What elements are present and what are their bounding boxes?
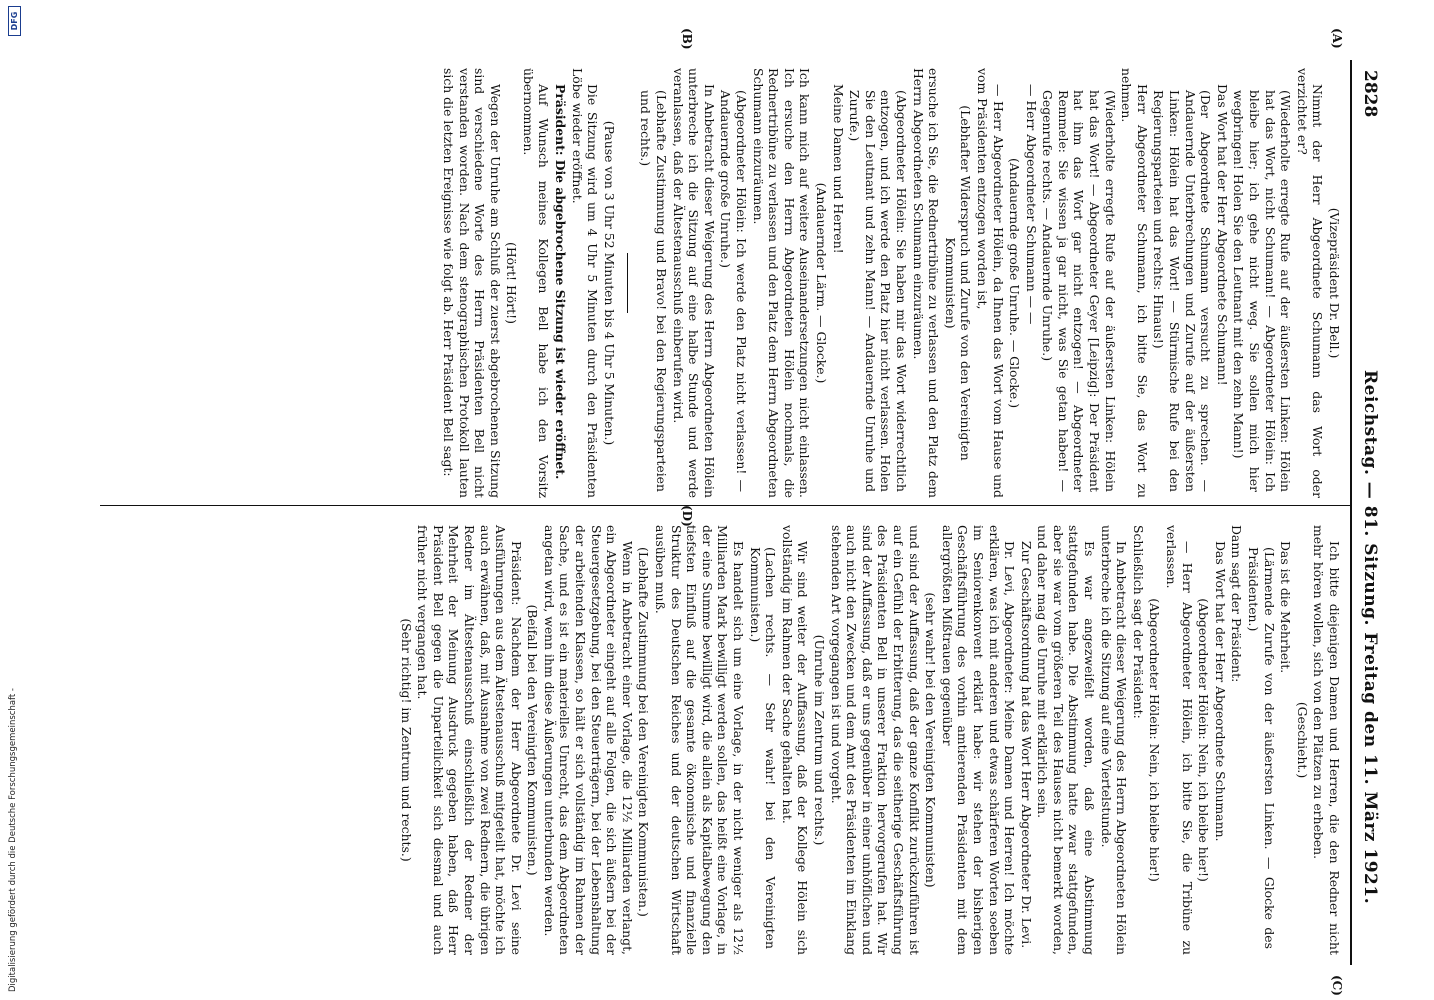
right-column xyxy=(397,525,1342,955)
paragraph: Das ist die Mehrheit. xyxy=(1278,541,1294,674)
interjection: (Lebhafter Widerspruch und Zurufe von den Vereinigten Kommunisten) xyxy=(942,105,974,461)
interjection: (Lebhafte Zustimmung bei den Vereinigten Kommunisten.) xyxy=(636,547,652,917)
margin-marker-d: (D) xyxy=(680,505,694,527)
paragraph: Auf Wunsch meines Kollegen Bell habe ich den Vorsitz übernommen. xyxy=(520,68,552,498)
paragraph: In Anbetracht dieser Weigerung des Herrn Abgeordneten Hölein unterbreche ich die Sitzung auf eine halbe Stunde und werde veranlassen, daß der Ältestenausschuß einberufen wird. xyxy=(670,68,717,498)
paragraph: Es war angezweifelt worden, daß eine Abstimmung stattgefunden habe. Die Abstimmung hatte zwar stattgefunden, aber sie war vom größeren Teil des Hauses nicht bemerkt worden, und daher mag die Unruhe mit erklärlich sein. xyxy=(1035,525,1098,955)
interjection: (Lebhafte Zustimmung und Bravo! bei den Regierungsparteien und rechts.) xyxy=(638,90,670,492)
interjection: (Lachen rechts. — Sehr wahr! bei den Vereinigten Kommunisten.) xyxy=(747,547,779,949)
interjection: (sehr wahr! bei den Vereinigten Kommunisten) xyxy=(923,592,939,888)
paragraph: ersuche ich Sie, die Rednertribüne zu verlassen und den Platz dem Herrn Abgeordneten Schumann einzuräumen. xyxy=(910,68,942,498)
pause-note: (Pause von 3 Uhr 52 Minuten bis 4 Uhr 5 Minuten.) xyxy=(601,120,617,446)
paragraph: Schließlich sagt der Präsident: xyxy=(1130,525,1146,719)
interjection: (Geschieht.) xyxy=(1294,701,1310,779)
interjection: (Abgeordneter Hölein: Ich werde den Platz nicht verlassen! — Andauernde große Unruhe.) xyxy=(718,90,750,492)
paragraph: Die Sitzung wird um 4 Uhr 5 Minuten durch den Präsidenten Löbe wieder eröffnet. xyxy=(569,68,601,498)
paragraph: Dann sagt der Präsident: xyxy=(1229,525,1245,683)
interjection: (Unruhe im Zentrum und rechts.) xyxy=(812,634,827,846)
paragraph: und sind der Auffassung, daß der ganze Konflikt zurückzuführen ist auf ein Gefühl der Erbitterung, das die seitherige Geschäftsführung des Präsidenten Bell in unserer Fraktion hervorgerufen hat. Wir sind der Auffassung, daß er uns gegenüber in einer unhöflichen und auch nicht den Zwecken und dem Amt des Präsidenten im Einklang stehenden Art vorgegangen ist und vorgeht. xyxy=(828,525,922,955)
column-divider xyxy=(100,505,1350,506)
paragraph: Ich bitte diejenigen Damen und Herren, die den Redner nicht mehr hören wollen, sich von den Plätzen zu erheben. xyxy=(1311,525,1342,955)
page-number: 2828 xyxy=(1360,70,1380,118)
paragraph: — Herr Abgeordneter Hölein, da Ihnen das Wort vom Hause und vom Präsidenten entzogen worden ist, xyxy=(974,68,1006,498)
paragraph: Meine Damen und Herren! xyxy=(830,84,846,254)
interjection: (Andauernder Lärm. — Glocke.) xyxy=(814,182,829,384)
margin-marker-b: (B) xyxy=(680,28,694,50)
dfg-logo-icon: DFG xyxy=(8,6,21,36)
speech-levi: Dr. Levi, Abgeordneter: Meine Damen und Herren! Ich möchte erklären, was ich mit anderen und etwas schärferen Worten soeben im Seniorenkonvent erklärt habe: wir stehen der bisherigen Geschäftsführung des vorhin amtierenden Präsidenten mit dem allergrößten Mißtrauen gegenüber xyxy=(939,525,1018,955)
paragraph: Wegen der Unruhe am Schluß der zuerst abgebrochenen Sitzung sind verschiedene Worte des Herrn Präsidenten Bell nicht verstanden worden. Nach dem stenographischen Protokoll lauten sich die letzten Ereignisse wie folgt ab. Herr Präsident Bell sagt: xyxy=(440,68,503,498)
interjection: (Wiederholte erregte Rufe auf der äußersten Linken: Hölein hat das Wort! — Abgeordneter Geyer [Leipzig]: Der Präsident hat ihm das Wort gar nicht entzogen! — Abgeordneter Remmele: Sie wissen ja gar nicht, was Sie getan haben! — Gegenrufe rechts. — Andauernde Unruhe.) xyxy=(1040,90,1118,492)
interjection: (Abgeordneter Hölein: Nein, ich bleibe hier!) xyxy=(1196,598,1212,882)
credit-text: Digitalisierung gefördert durch die Deutsche Forschungsgemeinschaft - xyxy=(8,688,18,992)
paragraph: Wenn in Anbetracht einer Vorlage, die 12½ Milliarden verlangt, ein Abgeordneter eingeht auf alle Folgen, die sich äußern bei der Steuergesetzgebung, bei den Steuerträgern, bei der Lebenshaltung der arbeitenden Klassen, so hält er sich vollständig im Rahmen der Sache, und es ist ein materielles Unrecht, das dem Abgeordneten angetan wird, wenn ihm diese Äußerungen unterbunden werden. xyxy=(541,525,635,955)
page-title: Reichstag. — 81. Sitzung. Freitag den 11. März 1921. xyxy=(1360,370,1380,905)
paragraph: — Herr Abgeordneter Hölein, ich bitte Sie, die Tribüne zu verlassen. xyxy=(1164,525,1195,955)
interjection: (Hört! Hört!) xyxy=(504,242,520,324)
interjection: (Sehr richtig! im Zentrum und rechts.) xyxy=(398,618,414,862)
paragraph: Es handelt sich um eine Vorlage, in der nicht weniger als 12½ Milliarden Mark bewilligt werden sollen, das heißt eine Vorlage, in der eine Summe bewilligt wird, die allein als Kapitalbewegung den tiefsten Einfluß auf die gesamte ökonomische und finanzielle Struktur des Deutschen Reiches und der deutschen Wirtschaft ausüben muß. xyxy=(653,525,747,955)
interjection: (Lärmende Zurufe von der äußersten Linken. — Glocke des Präsidenten.) xyxy=(1246,547,1277,949)
interjection: (Der Abgeordnete Schumann versucht zu sprechen. — Andauernde Unterbrechungen und Zurufe auf der äußersten Linken: Hölein hat das Wort! — Stürmische Rufe bei den Regierungsparteien und rechts: Hinaus!) xyxy=(1151,90,1214,492)
speaker-note: (Vizepräsident Dr. Bell.) xyxy=(1327,207,1342,359)
left-column xyxy=(439,68,1342,498)
header-rule xyxy=(1350,60,1352,965)
president-statement: Präsident: Die abgebrochene Sitzung ist wieder eröffnet. xyxy=(553,84,569,480)
interjection: (Beifall bei den Vereinigten Kommunisten.) xyxy=(525,604,541,876)
paragraph: Zur Geschäftsordnung hat das Wort Herr Abgeordneter Dr. Levi. xyxy=(1018,541,1034,949)
interjection: (Andauernde große Unruhe. — Glocke.) xyxy=(1007,157,1023,409)
paragraph: Das Wort hat der Herr Abgeordnete Schumann! xyxy=(1214,84,1230,386)
margin-marker-c: (C) xyxy=(1330,975,1344,996)
paragraph: Ich kann mich auf weitere Auseinandersetzungen nicht einlassen. Ich ersuche den Herrn Abgeordneten Hölein nochmals, die Rednertribüne zu verlassen und den Platz dem Herrn Abgeordneten Schumann einzuräumen. xyxy=(750,68,813,498)
interjection: (Abgeordneter Hölein: Sie haben mir das Wort widerrechtlich entzogen, und ich werde den Platz hier nicht verlassen. Holen Sie den Leutnant und zehn Mann! — Andauernde Unruhe und Zurufe.) xyxy=(847,90,909,492)
paragraph: Wir sind weiter der Auffassung, daß der Kollege Hölein sich vollständig im Rahmen der Sache gehalten hat. xyxy=(779,525,811,955)
section-divider xyxy=(627,253,628,313)
interjection: (Wiederholte erregte Rufe auf der äußersten Linken: Hölein hat das Wort, nicht Schumann! — Abgeordneter Hölein: Ich bleibe hier; ich gehe nicht weg. Sie sollen mich hier wegbringen! Holen Sie den Leutnant mit den zehn Mann!) xyxy=(1231,90,1294,492)
paragraph: Das Wort hat der Herr Abgeordnete Schumann. xyxy=(1212,541,1228,842)
paragraph: Herr Abgeordneter Schumann, ich bitte Sie, das Wort zu nehmen. xyxy=(1119,68,1150,498)
paragraph: In Anbetracht dieser Weigerung des Herrn Abgeordneten Hölein unterbreche ich die Sitzung auf eine Viertelstunde. xyxy=(1098,525,1130,955)
paragraph: Nimmt der Herr Abgeordnete Schumann das Wort oder verzichtet er? xyxy=(1294,68,1326,498)
margin-marker-a: (A) xyxy=(1330,28,1344,49)
president-statement: Präsident: Nachdem der Herr Abgeordnete Dr. Levi seine Ausführungen aus dem Ältestenausschuß mitgeteilt hat, möchte ich auch erwähnen, daß, mit Ausnahme von zwei Rednern, die übrigen Redner im Ältestenausschuß einschließlich der Redner der Mehrheit der Meinung Ausdruck gegeben haben, daß Herr Präsident Bell gegen die Unparteilichkeit sich diesmal und auch früher nicht vergangen hat. xyxy=(415,525,524,955)
page-header xyxy=(1350,70,1384,950)
interjection: (Abgeordneter Hölein: Nein, ich bleibe hier!) xyxy=(1147,598,1163,882)
paragraph: — Herr Abgeordneter Schumann — — xyxy=(1023,84,1039,325)
